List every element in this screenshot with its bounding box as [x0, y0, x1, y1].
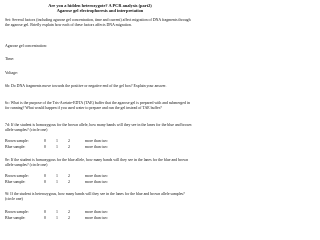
worksheet-subtitle: Agarose gel electrophoresis and interpretation [56, 8, 144, 13]
question-6c: 6c: What is the purpose of the Tris-Acetate-EDTA (TAE) buffer that the agarose gel is prepared with and submerged in for running? What would happen if you used water to prepare and run the gel instead of TAE buffer? [5, 101, 190, 110]
option-one[interactable]: 1 [56, 180, 58, 184]
worksheet-title: Are you a hidden heterozygote? A PCR analysis (part2) [48, 3, 152, 8]
answer-row-blue [5, 180, 175, 185]
brown-sample-label: Brown sample: [5, 210, 29, 214]
answer-row-brown [5, 210, 175, 215]
question-8e: 8e: If the student is homozygous for the blue allele, how many bands will they see in the lanes for the blue and brown allele samples? (circle one) [5, 158, 189, 167]
option-zero[interactable]: 0 [44, 216, 46, 220]
option-one[interactable]: 1 [56, 145, 58, 149]
option-two[interactable]: 2 [68, 216, 70, 220]
answer-row-brown [5, 139, 175, 144]
blue-sample-label: Blue sample: [5, 216, 26, 220]
intro-prompt: Set: Several factors (including agarose gel concentration, time and current) affect migration of DNA fragments through the agarose gel. Briefly explain how each of these factors affects DNA migration. [5, 18, 191, 27]
option-one[interactable]: 1 [56, 139, 58, 143]
option-more-than-two[interactable]: more than two [85, 139, 108, 143]
question-7d: 7d: If the student is homozygous for the brown allele, how many bands will they see in the lanes for the blue and brown allele samples? (circle one) [5, 123, 192, 132]
option-two[interactable]: 2 [68, 174, 70, 178]
question-6b: 6b: Do DNA fragments move towards the positive or negative end of the gel box? Explain your answer. [5, 84, 167, 88]
answer-row-blue [5, 216, 175, 221]
option-two[interactable]: 2 [68, 180, 70, 184]
blue-sample-label: Blue sample: [5, 180, 26, 184]
option-more-than-two[interactable]: more than two [85, 210, 108, 214]
option-one[interactable]: 1 [56, 174, 58, 178]
option-zero[interactable]: 0 [44, 210, 46, 214]
question-9f: 9f: If the student is heterozygous, how many bands will they see in the lanes for the blue and brown allele samples? (circle one) [5, 192, 185, 201]
answer-row-blue [5, 145, 175, 150]
brown-sample-label: Brown sample: [5, 174, 29, 178]
option-zero[interactable]: 0 [44, 180, 46, 184]
option-zero[interactable]: 0 [44, 145, 46, 149]
option-one[interactable]: 1 [56, 216, 58, 220]
option-two[interactable]: 2 [68, 210, 70, 214]
option-more-than-two[interactable]: more than two [85, 174, 108, 178]
option-two[interactable]: 2 [68, 145, 70, 149]
option-zero[interactable]: 0 [44, 174, 46, 178]
option-two[interactable]: 2 [68, 139, 70, 143]
option-one[interactable]: 1 [56, 210, 58, 214]
time-label: Time: [5, 57, 15, 61]
option-zero[interactable]: 0 [44, 139, 46, 143]
voltage-label: Voltage: [5, 71, 18, 75]
gel-concentration-label: Agarose gel concentration: [5, 44, 47, 48]
option-more-than-two[interactable]: more than two [85, 216, 108, 220]
answer-row-brown [5, 174, 175, 179]
option-more-than-two[interactable]: more than two [85, 180, 108, 184]
blue-sample-label: Blue sample: [5, 145, 26, 149]
option-more-than-two[interactable]: more than two [85, 145, 108, 149]
brown-sample-label: Brown sample: [5, 139, 29, 143]
